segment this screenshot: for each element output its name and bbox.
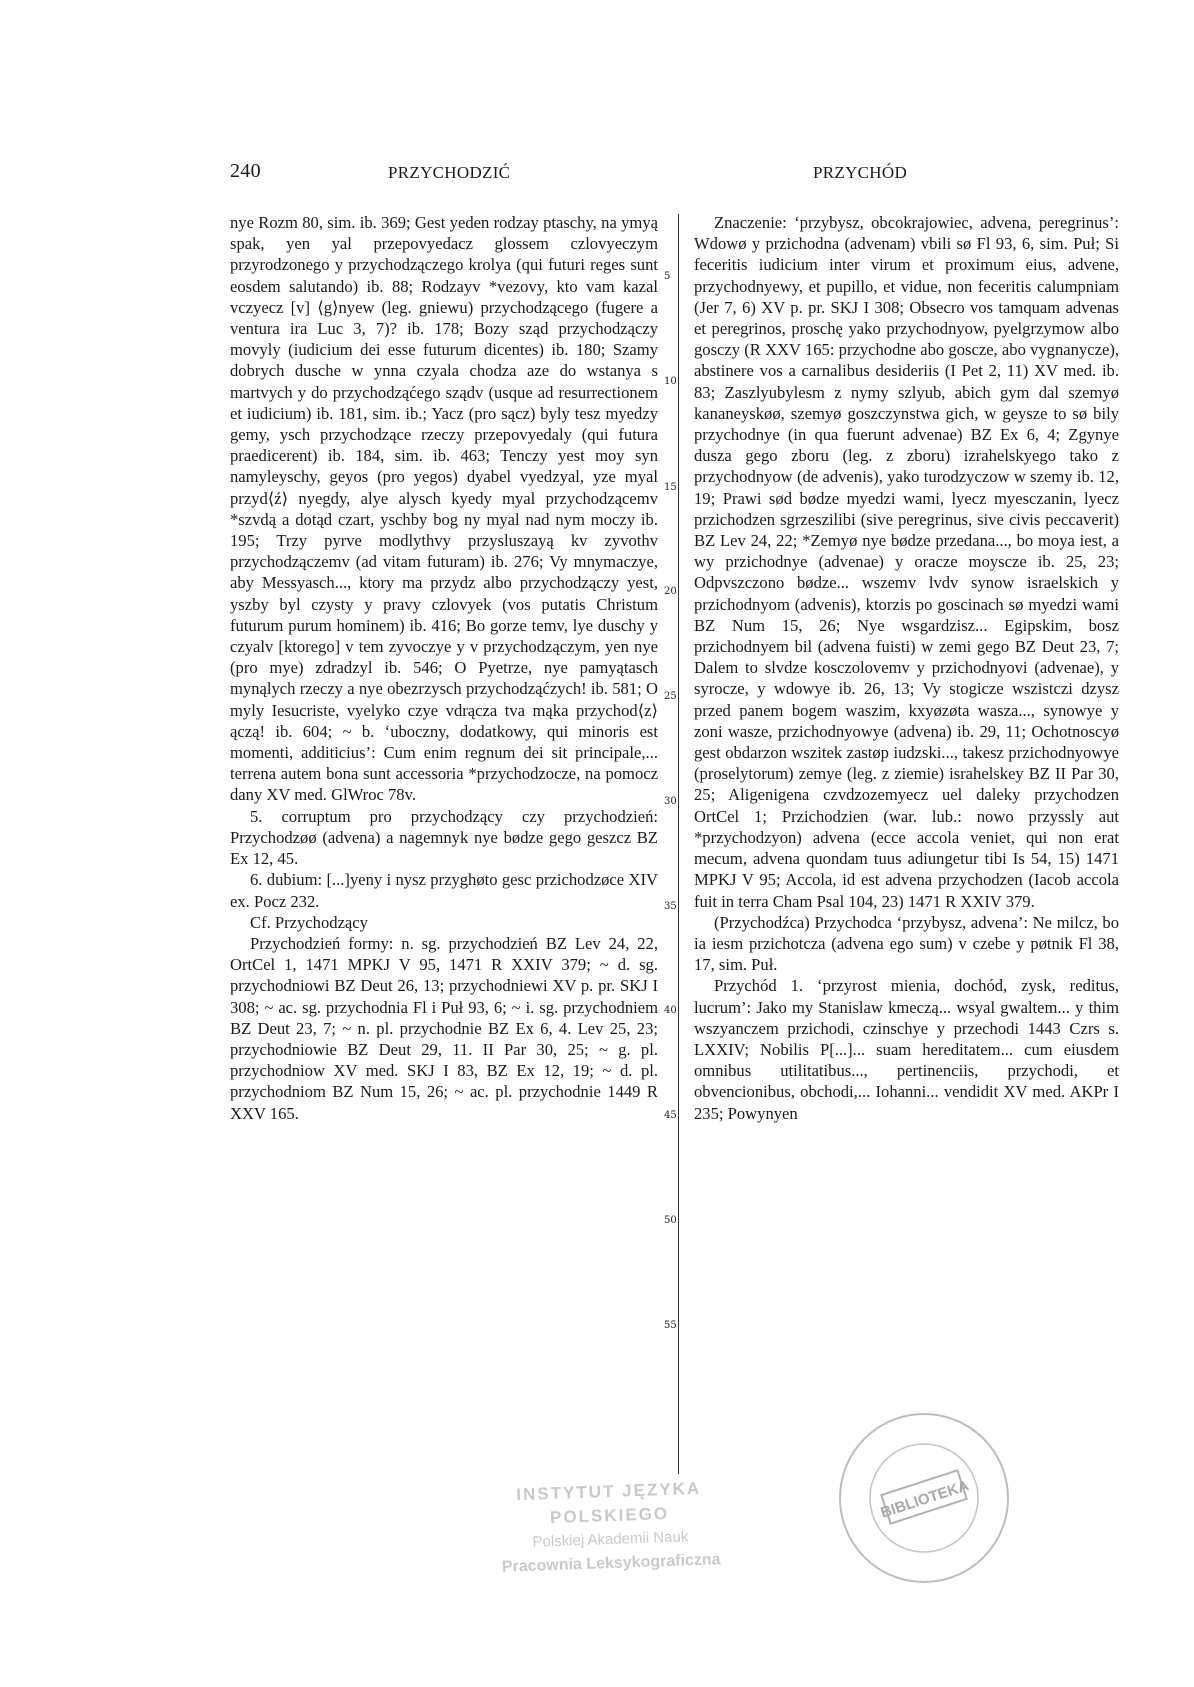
entry-paragraph: (Przychodźca) Przychodca ‘przybysz, advena’: Ne milcz, bo ia iesm przichotcza (advena ego sum) v czebe y pøtnik Fl 38, 17, sim. Puł. — [694, 912, 1119, 975]
line-number: 15 — [664, 482, 677, 493]
line-number: 55 — [664, 1320, 677, 1331]
line-number: 40 — [664, 1005, 677, 1016]
entry-paragraph: Przychodzień formy: n. sg. przychodzień BZ Lev 24, 22, OrtCel 1, 1471 MPKJ V 95, 1471 R XXIV 379; ~ d. sg. przychodniowi BZ Deut 26, 13; przychodniewi XV p. pr. SKJ I 308; ~ ac. sg. przychodnia Fl i Puł 93, 6; ~ i. sg. przychodniem BZ Deut 23, 7; ~ n. pl. przychodnie BZ Ex 6, 4. Lev 25, 23; przychodniowie BZ Deut 29, 11. II Par 30, 25; ~ g. pl. przychodniow XV med. SKJ I 83, BZ Ex 12, 19; ~ d. pl. przychodniom BZ Num 15, 26; ~ ac. pl. przychodnie 1449 R XXV 165. — [230, 933, 658, 1123]
line-number: 20 — [664, 586, 677, 597]
running-header — [230, 160, 975, 190]
watermark-line: INSTYTUT JĘZYKA POLSKIEGO — [515, 1478, 702, 1528]
entry-paragraph: nye Rozm 80, sim. ib. 369; Gest yeden rodzay ptaschy, na ymyą spak, yen yal przepovyedacz glossem czlovyeczym przyrodzonego y przychodzączego krolya (qui futuri reges sunt eosdem salutando) ib. 88; Rodzayv *vezovy, kto vam kazal vczyecz [v] ⟨g⟩nyew (leg. gniewu) przychodzącego (fugere a ventura ira Luc 3, 7)? ib. 178; Bozy sząd przychodzączy movyly (iudicium dei esse futurum dicentes) ib. 180; Szamy dobrych dusche w ynna czyala chodza aze do wstanya s martvych y do przychodząćego sządv (usque ad resurrectionem et iudicium) ib. 181, sim. ib.; Yacz (pro sącz) byly tesz myedzy gemy, ysch przychodzące rzeczy przepovyedaly (qui futura praedicerent) ib. 184, sim. ib. 463; Tenczy yest moy syn namyleyschy, geyos (pro yegos) dyabel vyedzyal, yze myal przyd⟨ź⟩ nyegdy, alye alysch kyedy myal przychodzącemv *szvdą a dotąd czart, yschby bog ny myal nad nym moczy ib. 195; Trzy pyrve modlythvy przysluszayą kv zyvothv przychodzączemv (ad vitam futuram) ib. 276; Vy mnymaczye, aby Messyasch..., ktory ma przydz albo przychodzączy yest, yszby byl czysty y pravy czlovyek (vos putatis Christum futurum purum hominem) ib. 416; Bo gorze temv, lye duschy y czyalv [ktorego] v tem zyvoczye y v przychodzączym, yen nye (pro mye) zdradzyl ib. 546; O Pyetrze, nye pamyątasch mynąlych rzeczy a nye obezrzysch przychodząćzych! ib. 581; O myly Iesucriste, vyelyko czye vdrącza tva mąka przychod⟨z⟩ączą! ib. 604; ~ b. ‘uboczny, dodatkowy, qui minoris est momenti, additicius’: Cum enim regnum dei sit principale,... terrena autem bona sunt accessoria *przychodzocze, na pomocz dany XV med. GlWroc 78v. — [230, 213, 658, 805]
column-divider — [678, 214, 679, 1474]
right-column — [694, 212, 1119, 1124]
line-number: 35 — [664, 901, 677, 912]
page-number: 240 — [230, 160, 261, 182]
line-number: 30 — [664, 796, 677, 807]
line-number: 25 — [664, 691, 677, 702]
left-running-head: PRZYCHODZIĆ — [388, 163, 511, 182]
line-number: 45 — [664, 1110, 677, 1121]
line-number: 10 — [664, 376, 677, 387]
entry-paragraph: 6. dubium: [...]yeny i nysz przyghøto gesc przichodzøce XIV ex. Pocz 232. — [230, 870, 658, 911]
entry-paragraph: Znaczenie: ‘przybysz, obcokrajowiec, advena, peregrinus’: Wdowø y przichodna (advenam) vbili sø Fl 93, 6, sim. Puł; Si feceritis iudicium inter virum et proximum eius, advene, przychodnyewy, et pupillo, et vidue, non feceritis calumpniam (Jer 7, 6) XV p. pr. SKJ I 308; Obsecro vos tamquam advenas et peregrinos, proschę yako przychodnyow, pyelgrzymow albo gosczy (R XXV 165: przychodne abo goscze, abo vygnanycze), abstinere vos a carnalibus desideriis (I Pet 2, 11) XV med. ib. 83; Zaszlyubylesm z nymy szlyub, abich gym dal szemyø kananeyskøø, szemyø goszczynstwa gich, w geysze to sø bily przychodnye (in qua fuerunt advenae) BZ Ex 6, 4; Zgynye dusza gego zboru (leg. z zboru) izrahelskyego tako z przychodnyow (de advenis), yako turodzyczow w szemy ib. 12, 19; Prawi sød bødze myedzi wami, lyecz myesczanin, lyecz przichodzen sgrzeszilibi (sive peregrinus, sive civis peccaverit) BZ Lev 24, 22; *Zemyø nye bødze przedana..., bo moya iest, a wy przichodnye (advenae) y oracze moyscze ib. 25, 23; Odpvszczono bødze... wszemv lvdv synow israelskich y przichodnyom (advenis), ktorzis po goscinach sø myedzi wami BZ Num 15, 26; Nye wsgardzisz... Egipskim, bosz przichodnyem bil (advena fuisti) w zemi gego BZ Deut 23, 7; Dalem to slvdze kosczolovemv y przichodnyovi (advenae), y syrocze, y wdowye ib. 26, 13; Vy stogicze wszistczi dzysz przed panem bogem waszim, kxyøzøta wasza..., synowye y zoni wasze, przichodnyowye (advena) ib. 29, 11; Ochotnoscyø gest obdarzon wszitek zastøp iudzski..., takesz przichodnyowye (proselytorum) zemye (leg. z ziemie) israhelskey BZ II Par 30, 25; Aligenigena czvdzozemyecz uel daleky przychodzen OrtCel 1; Przichodzien (war. lub.: nowo przyssly aut *przychodzyon) advena (ecce accola veniet, qui non erat mecum, advena quondam tuus adiungetur tibi Is 54, 15) 1471 MPKJ V 95; Accola, id est advena przychodzen (Iacob accola fuit in terra Cham Psal 104, 23) 1471 R XXIV 379. — [694, 213, 1119, 911]
line-number: 5 — [664, 271, 671, 282]
entry-paragraph: 5. corruptum pro przychodzący czy przychodzień: Przychodzøø (advena) a nagemnyk nye bødze gego geszcz BZ Ex 12, 45. — [230, 806, 658, 869]
right-running-head: PRZYCHÓD — [813, 163, 908, 182]
watermark-line: Polskiej Akademii Nauk — [532, 1528, 689, 1551]
left-column — [230, 212, 658, 1124]
line-number: 50 — [664, 1215, 677, 1226]
stamp-center-text: BIBLIOTEKA — [878, 1477, 971, 1522]
entry-paragraph: Przychód 1. ‘przyrost mienia, dochód, zysk, reditus, lucrum’: Jako my Stanislaw kmeczą... wsyal gwaltem... y thim wszyanczem przichodi, czinschye y przechodi 1443 Czrs s. LXXIV; Nobilis P[...]... suam hereditatem... cum eiusdem omnibus utilitatibus..., pertinenciis, przychodi, et obvencionibus, obchodi,... Iohanni... vendidit XV med. AKPr I 235; Powynyen — [694, 976, 1119, 1123]
watermark-line: Pracownia Leksykograficzna — [501, 1551, 721, 1576]
library-watermark — [458, 1475, 761, 1581]
cross-reference: Cf. Przychodzący — [250, 912, 368, 932]
library-stamp — [836, 1410, 1012, 1586]
